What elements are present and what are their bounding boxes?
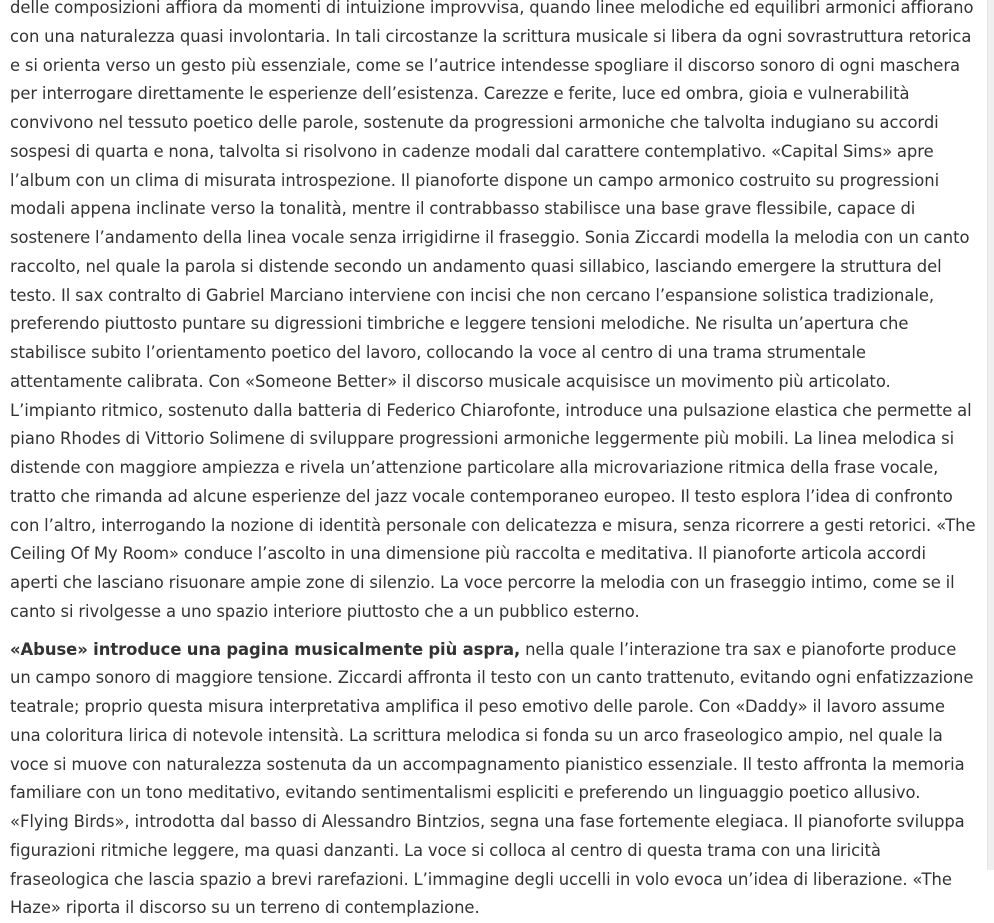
scrollbar-track[interactable] <box>987 0 994 870</box>
paragraph-body-text: nella quale l’interazione tra sax e pianoforte produce un campo sonoro di maggiore tensione. Ziccardi affronta il testo con un canto trattenuto, evitando ogni enfatizzazione teatrale; proprio questa misura interpretativa amplifica il peso emotivo delle parole. Con «Daddy» il lavoro assume una coloritura lirica di notevole intensità. La scrittura melodica si fonda su un arco fraseologico ampio, nel quale la voce si muove con naturalezza sostenuta da un accompagnamento pianistico essenziale. Il testo affronta la memoria familiare con un tono meditativo, evitando sentimentalismi espliciti e preferendo un linguaggio poetico allusivo. «Flying Birds», introdotta dal basso di Alessandro Bintzios, segna una fase fortemente elegiaca. Il pianoforte sviluppa figurazioni ritmiche leggere, ma quasi danzanti. La voce si colloca al centro di questa trama con una liricità fraseologica che lascia spazio a brevi rarefazioni. L’immagine degli uccelli in volo evoca un’idea di liberazione. «The Haze» riporta il discorso su un terreno di contemplazione. <box>10 640 973 918</box>
paragraph-lead-bold: «Abuse» introduce una pagina musicalmente più aspra, <box>10 640 520 659</box>
article-body <box>10 0 976 923</box>
article-paragraph <box>10 636 976 923</box>
article-paragraph: delle composizioni affiora da momenti di intuizione improvvisa, quando linee melodiche ed equilibri armonici affiorano con una naturalezza quasi involontaria. In tali circostanze la scrittura musicale si libera da ogni sovrastruttura retorica e si orienta verso un gesto più essenziale, come se l’autrice intendesse spogliare il discorso sonoro di ogni maschera per interrogare direttamente le esperienze dell’esistenza. Carezze e ferite, luce ed ombra, gioia e vulnerabilità convivono nel tessuto poetico delle parole, sostenute da progressioni armoniche che talvolta indugiano su accordi sospesi di quarta e nona, talvolta si risolvono in cadenze modali dal carattere contemplativo. «Capital Sims» apre l’album con un clima di misurata introspezione. Il pianoforte dispone un campo armonico costruito su progressioni modali appena inclinate verso la tonalità, mentre il contrabbasso stabilisce una base grave flessibile, capace di sostenere l’andamento della linea vocale senza irrigidirne il fraseggio. Sonia Ziccardi modella la melodia con un canto raccolto, nel quale la parola si distende secondo un andamento quasi sillabico, lasciando emergere la struttura del testo. Il sax contralto di Gabriel Marciano interviene con incisi che non cercano l’espansione solistica tradizionale, preferendo piuttosto puntare su digressioni timbriche e leggere tensioni melodiche. Ne risulta un’apertura che stabilisce subito l’orientamento poetico del lavoro, collocando la voce al centro di una trama strumentale attentamente calibrata. Con «Someone Better» il discorso musicale acquisisce un movimento più articolato. L’impianto ritmico, sostenuto dalla batteria di Federico Chiarofonte, introduce una pulsazione elastica che permette al piano Rhodes di Vittorio Solimene di sviluppare progressioni armoniche leggermente più mobili. La linea melodica si distende con maggiore ampiezza e rivela un’attenzione particolare alla microvariazione ritmica della frase vocale, tratto che rimanda ad alcune esperienze del jazz vocale contemporaneo europeo. Il testo esplora l’idea di confronto con l’altro, interrogando la nozione di identità personale con delicatezza e misura, senza ricorrere a gesti retorici. «The Ceiling Of My Room» conduce l’ascolto in una dimensione più raccolta e meditativa. Il pianoforte articola accordi aperti che lasciano risuonare ampie zone di silenzio. La voce percorre la melodia con un fraseggio intimo, come se il canto si rivolgesse a uno spazio interiore piuttosto che a un pubblico esterno. <box>10 0 976 627</box>
